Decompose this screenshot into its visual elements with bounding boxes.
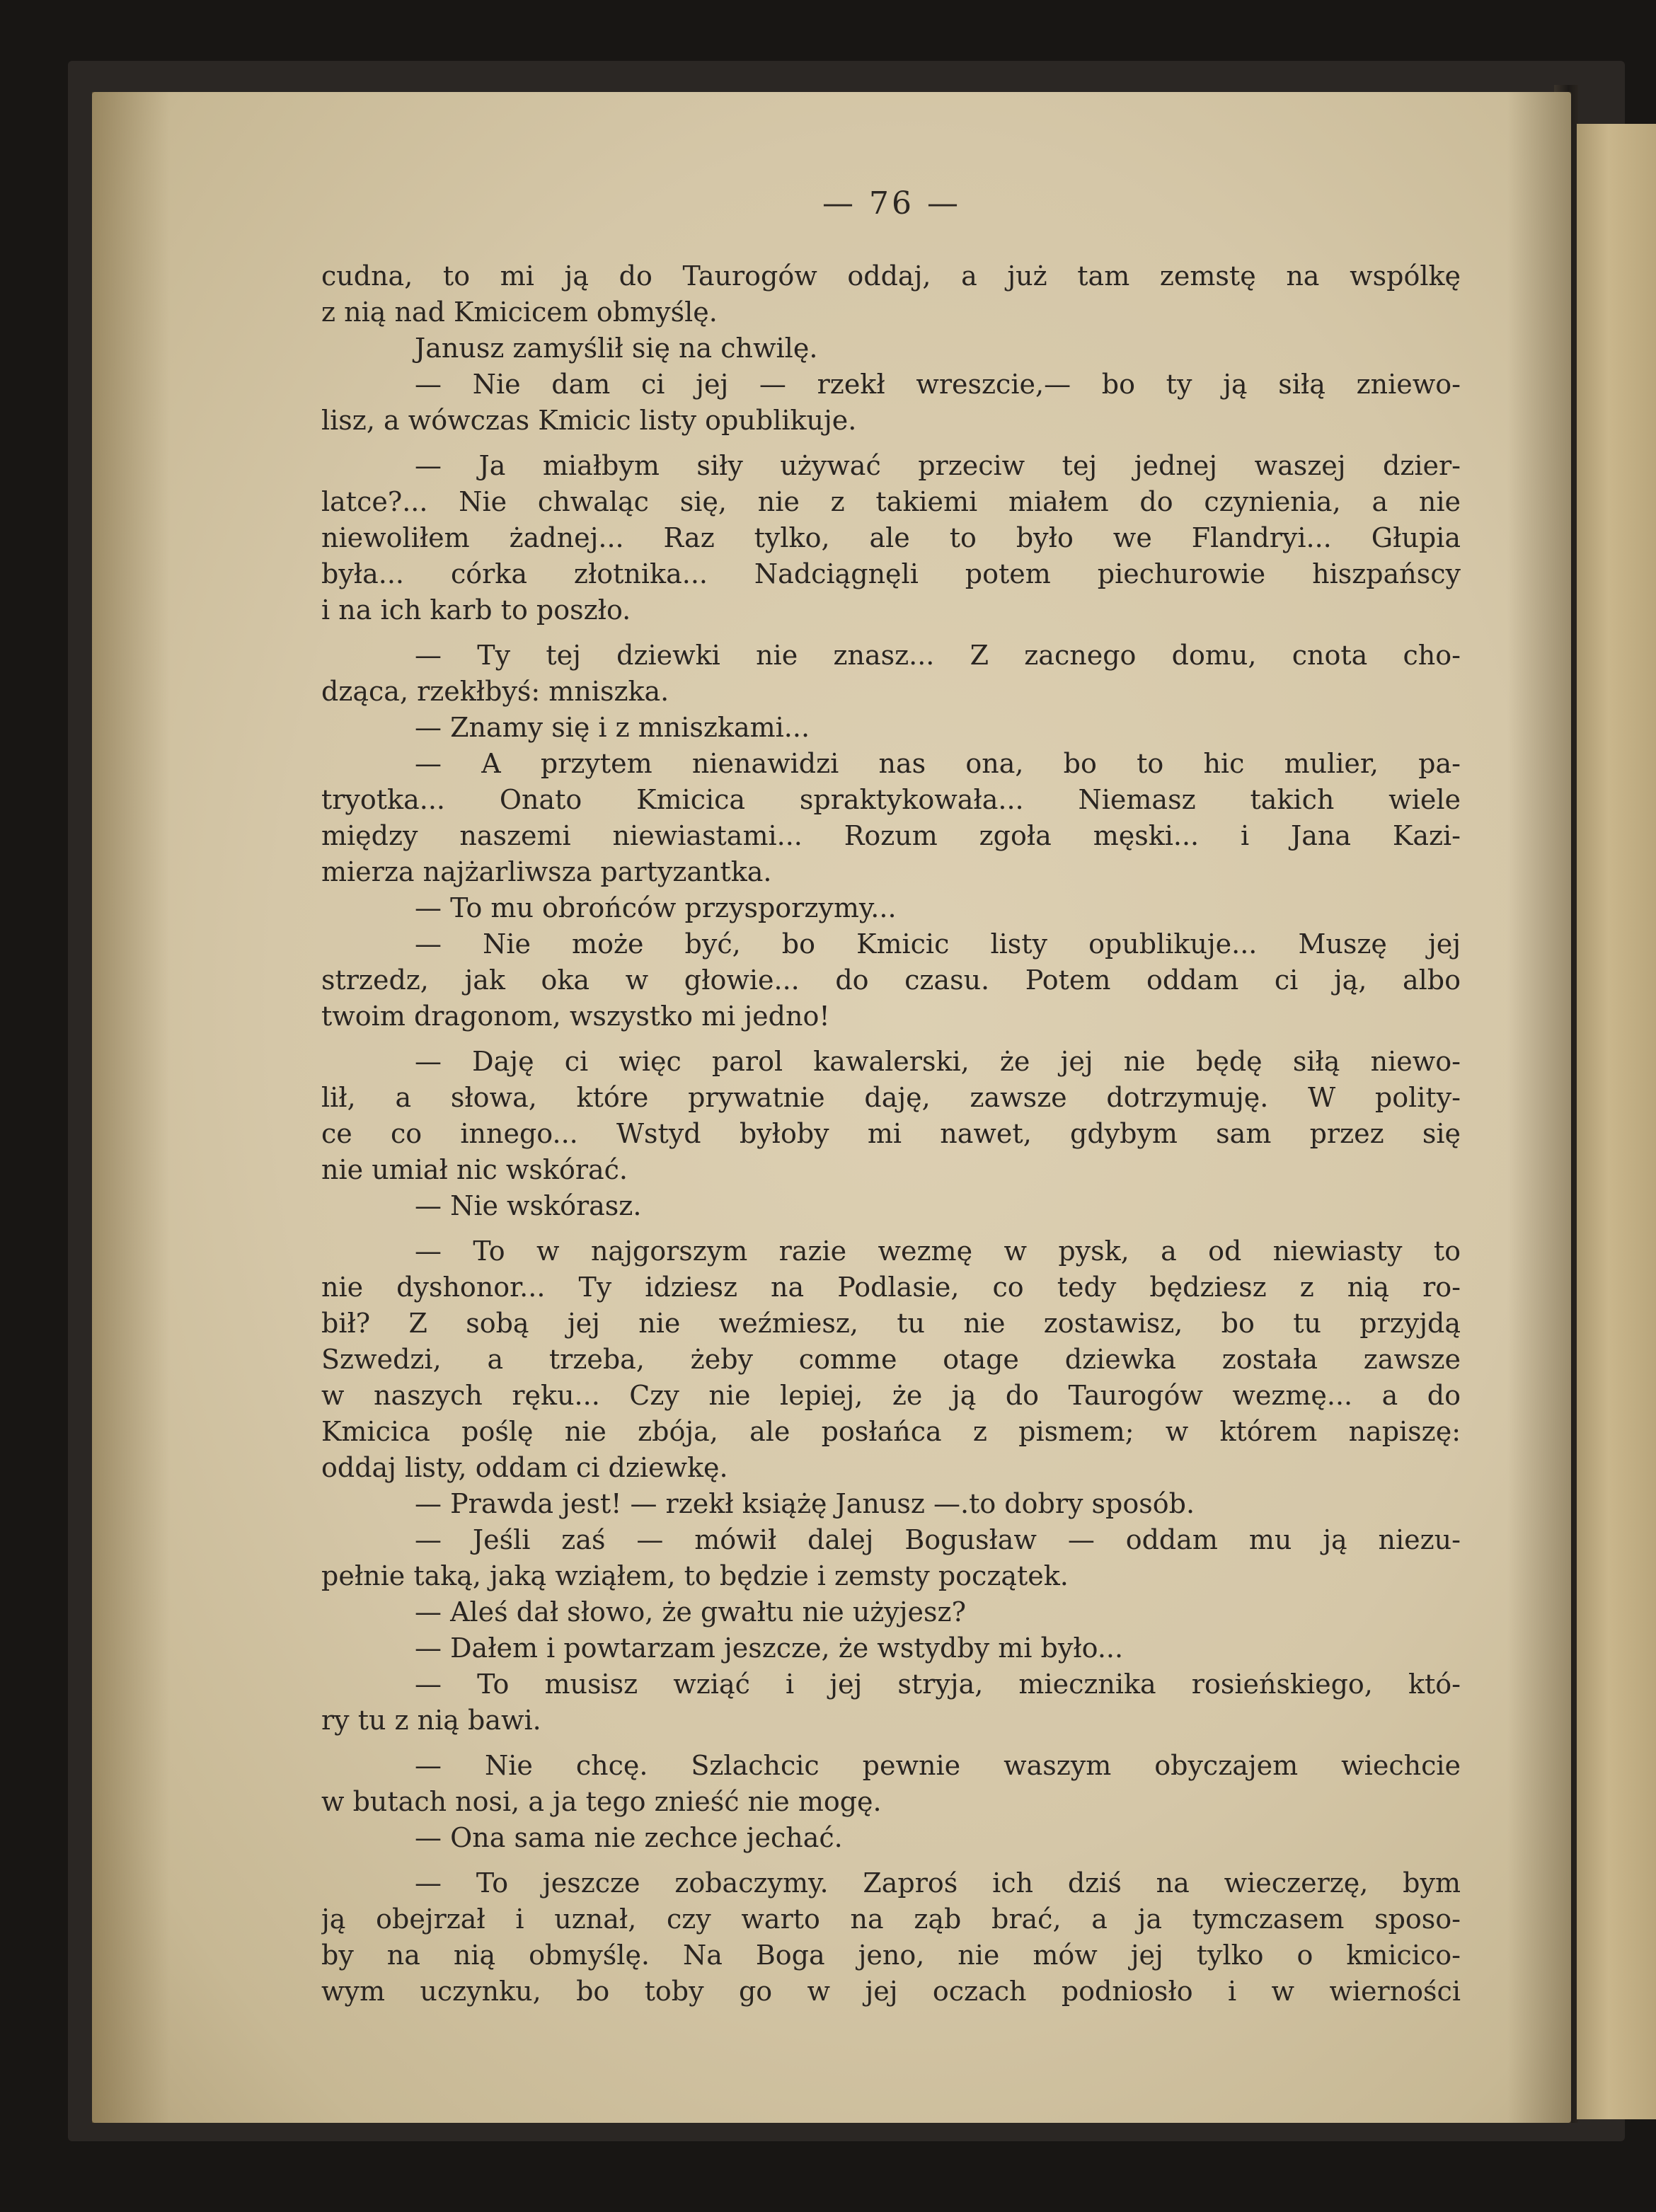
text-line: niewoliłem żadnej... Raz tylko, ale to było we Flandryi... Głupia (321, 522, 1461, 553)
text-line: — Znamy się i z mniszkami... (415, 712, 810, 743)
text-line: — Aleś dał słowo, że gwałtu nie użyjesz? (415, 1596, 966, 1628)
facing-page-edge (1577, 124, 1656, 2119)
text-line: Szwedzi, a trzeba, żeby comme otage dziewka została zawsze (321, 1344, 1461, 1375)
text-line: — Jeśli zaś — mówił dalej Bogusław — oddam mu ją niezu- (415, 1524, 1461, 1555)
text-line: między naszemi niewiastami... Rozum zgoła męski... i Jana Kazi- (321, 820, 1461, 851)
text-line: — To jeszcze zobaczymy. Zaproś ich dziś na wieczerzę, bym (415, 1867, 1461, 1899)
body-text (321, 258, 1461, 2010)
text-line: Janusz zamyślił się na chwilę. (415, 333, 818, 364)
text-line: bił? Z sobą jej nie weźmiesz, tu nie zostawisz, bo tu przyjdą (321, 1308, 1461, 1339)
text-line: — Nie wskórasz. (415, 1190, 642, 1221)
page-edge-shade-left (92, 92, 170, 2123)
text-line: latce?... Nie chwaląc się, nie z takiemi miałem do czynienia, a nie (321, 486, 1461, 517)
text-line: — To mu obrońców przysporzymy... (415, 892, 897, 923)
page-edge-shade-right (1507, 92, 1571, 2123)
text-line: — A przytem nienawidzi nas ona, bo to hic mulier, pa- (415, 748, 1461, 779)
text-line: — Ja miałbym siły używać przeciw tej jednej waszej dzier- (415, 450, 1461, 481)
text-line: — Daję ci więc parol kawalerski, że jej nie będę siłą niewo- (415, 1046, 1461, 1077)
text-line: tryotka... Onato Kmicica spraktykowała... Niemasz takich wiele (321, 784, 1461, 815)
text-line: — Nie chcę. Szlachcic pewnie waszym obyczajem wiechcie (415, 1750, 1461, 1781)
page-number: — 76 — (822, 185, 961, 221)
text-line: mierza najżarliwsza partyzantka. (321, 856, 772, 887)
text-line: — To musisz wziąć i jej stryja, miecznika rosieńskiego, któ- (415, 1669, 1461, 1700)
text-line: nie umiał nic wskórać. (321, 1154, 628, 1185)
text-line: dząca, rzekłbyś: mniszka. (321, 676, 669, 707)
text-line: lisz, a wówczas Kmicic listy opublikuje. (321, 405, 857, 436)
text-line: — Nie może być, bo Kmicic listy opublikuje... Muszę jej (415, 928, 1461, 960)
text-line: cudna, to mi ją do Taurogów oddaj, a już tam zemstę na wspólkę (321, 260, 1461, 292)
text-line: — Ty tej dziewki nie znasz... Z zacnego domu, cnota cho- (415, 640, 1461, 671)
text-line: ry tu z nią bawi. (321, 1705, 541, 1736)
text-line: wym uczynku, bo toby go w jej oczach podniosło i w wierności (321, 1976, 1461, 2007)
text-line: i na ich karb to poszło. (321, 594, 631, 626)
text-line: — To w najgorszym razie wezmę w pysk, a od niewiasty to (415, 1235, 1461, 1267)
text-line: ce co innego... Wstyd byłoby mi nawet, gdybym sam przez się (321, 1118, 1461, 1149)
text-line: strzedz, jak oka w głowie... do czasu. Potem oddam ci ją, albo (321, 964, 1461, 996)
text-line: była... córka złotnika... Nadciągnęli potem piechurowie hiszpańscy (321, 558, 1461, 589)
text-line: w naszych ręku... Czy nie lepiej, że ją do Taurogów wezmę... a do (321, 1380, 1461, 1411)
text-line: — Nie dam ci jej — rzekł wreszcie,— bo ty ją siłą zniewo- (415, 369, 1461, 400)
text-line: z nią nad Kmicicem obmyślę. (321, 296, 718, 328)
text-line: ją obejrzał i uznał, czy warto na ząb brać, a ja tymczasem sposo- (321, 1903, 1461, 1935)
text-line: lił, a słowa, które prywatnie daję, zawsze dotrzymuję. W polity- (321, 1082, 1461, 1113)
text-line: — Prawda jest! — rzekł książę Janusz —.to dobry sposób. (415, 1488, 1195, 1519)
text-line: nie dyshonor... Ty idziesz na Podlasie, co tedy będziesz z nią ro- (321, 1272, 1461, 1303)
text-line: Kmicica poślę nie zbója, ale posłańca z pismem; w którem napiszę: (321, 1416, 1461, 1447)
text-line: twoim dragonom, wszystko mi jedno! (321, 1001, 830, 1032)
text-line: w butach nosi, a ja tego znieść nie mogę. (321, 1786, 882, 1817)
text-line: — Ona sama nie zechce jechać. (415, 1822, 843, 1853)
text-line: pełnie taką, jaką wziąłem, to będzie i zemsty początek. (321, 1560, 1069, 1591)
text-line: — Dałem i powtarzam jeszcze, że wstydby mi było... (415, 1632, 1124, 1664)
text-line: oddaj listy, oddam ci dziewkę. (321, 1452, 728, 1483)
text-line: by na nią obmyślę. Na Boga jeno, nie mów jej tylko o kmicico- (321, 1940, 1461, 1971)
